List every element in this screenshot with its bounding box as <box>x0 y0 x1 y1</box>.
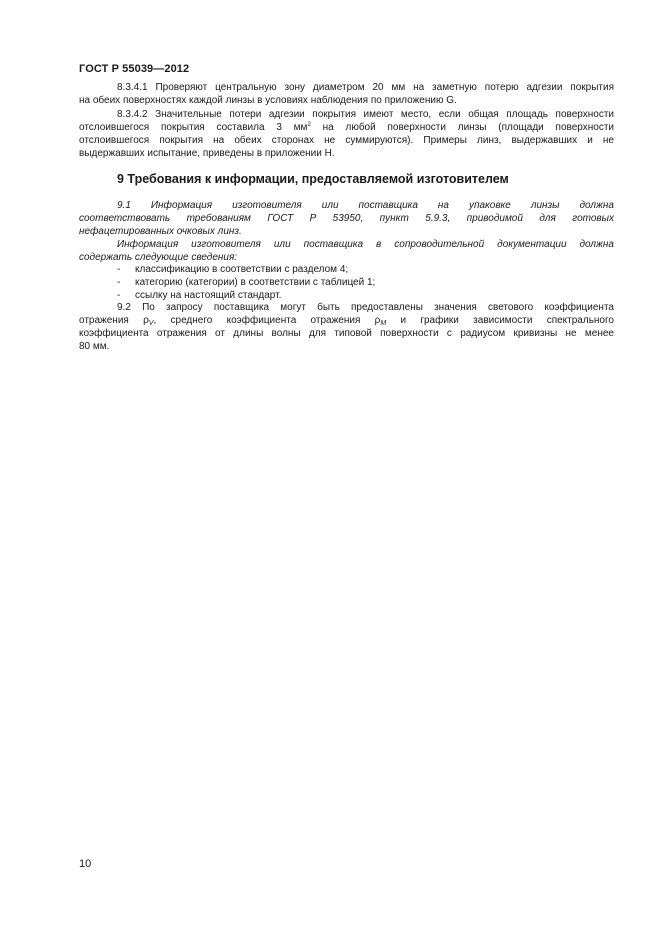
section-9-heading: 9 Требования к информации, предоставляемой изготовителем <box>117 172 509 186</box>
subscript-m: M <box>380 320 387 327</box>
para-8-3-4-2-line-4: выдержавших испытание, приведены в приложении H. <box>79 148 335 159</box>
para-9-2-line-2 <box>79 315 614 328</box>
para-9-1-line-1 <box>79 200 614 213</box>
list-marker-1: - <box>117 264 121 275</box>
para-9-1-line-2: соответствовать требованиям ГОСТ Р 53950, пункт 5.9.3, приводимой для готовых <box>79 213 614 224</box>
para-8-3-4-2-line-1: 8.3.4.2 Значительные потери адгезии покрытия имеют место, если общая площадь поверхности <box>117 109 614 120</box>
list-item-1: классификацию в соответствии с разделом 4; <box>135 264 349 275</box>
page-number: 10 <box>79 858 92 870</box>
list-item-2: категорию (категории) в соответствии с таблицей 1; <box>135 277 376 288</box>
para-8-3-4-1-line-2: на обеих поверхностях каждой линзы в условиях наблюдения по приложению G. <box>79 95 457 106</box>
document-code-header: ГОСТ Р 55039—2012 <box>79 63 190 75</box>
para-9-2-line-2-b: , среднего коэффициента отражения ρ <box>153 315 381 326</box>
para-info-line-2: содержать следующие сведения: <box>79 252 238 263</box>
para-info-line-1: Информация изготовителя или поставщика в сопроводительной документации должна <box>117 239 614 250</box>
para-8-3-4-2-line-2-start: отслоившегося покрытия составила 3 мм <box>79 122 308 133</box>
para-9-2-line-2-c: и графики зависимости спектрального <box>386 315 614 326</box>
para-9-2-line-4: 80 мм. <box>79 341 110 352</box>
para-8-3-4-1-line-1: 8.3.4.1 Проверяют центральную зону диаметром 20 мм на заметную потерю адгезии покрытия <box>117 82 614 93</box>
para-8-3-4-2-line-3: отслоившегося покрытия на обеих сторонах не суммируются). Примеры линз, выдержавших и не <box>79 135 614 146</box>
para-9-1-line-3: нефацетированных очковых линз. <box>79 226 242 237</box>
para-9-2-line-2-a: отражения ρ <box>79 315 149 326</box>
list-item-3: ссылку на настоящий стандарт. <box>135 290 282 301</box>
superscript-2: 2 <box>307 122 311 128</box>
para-9-1-line-1-text: 9.1 Информация изготовителя или поставщика на упаковке линзы должна <box>117 200 614 211</box>
list-marker-3: - <box>117 290 121 301</box>
list-marker-2: - <box>117 277 121 288</box>
para-9-2-line-1: 9.2 По запросу поставщика могут быть предоставлены значения светового коэффициента <box>117 302 614 313</box>
subscript-v: V <box>148 320 154 327</box>
para-8-3-4-2-line-2 <box>79 122 614 135</box>
para-8-3-4-2-line-2-end: на любой поверхности линзы (площади поверхности <box>310 122 614 133</box>
para-9-2-line-3: коэффициента отражения от длины волны для типовой поверхности с радиусом кривизны не менее <box>79 328 614 339</box>
